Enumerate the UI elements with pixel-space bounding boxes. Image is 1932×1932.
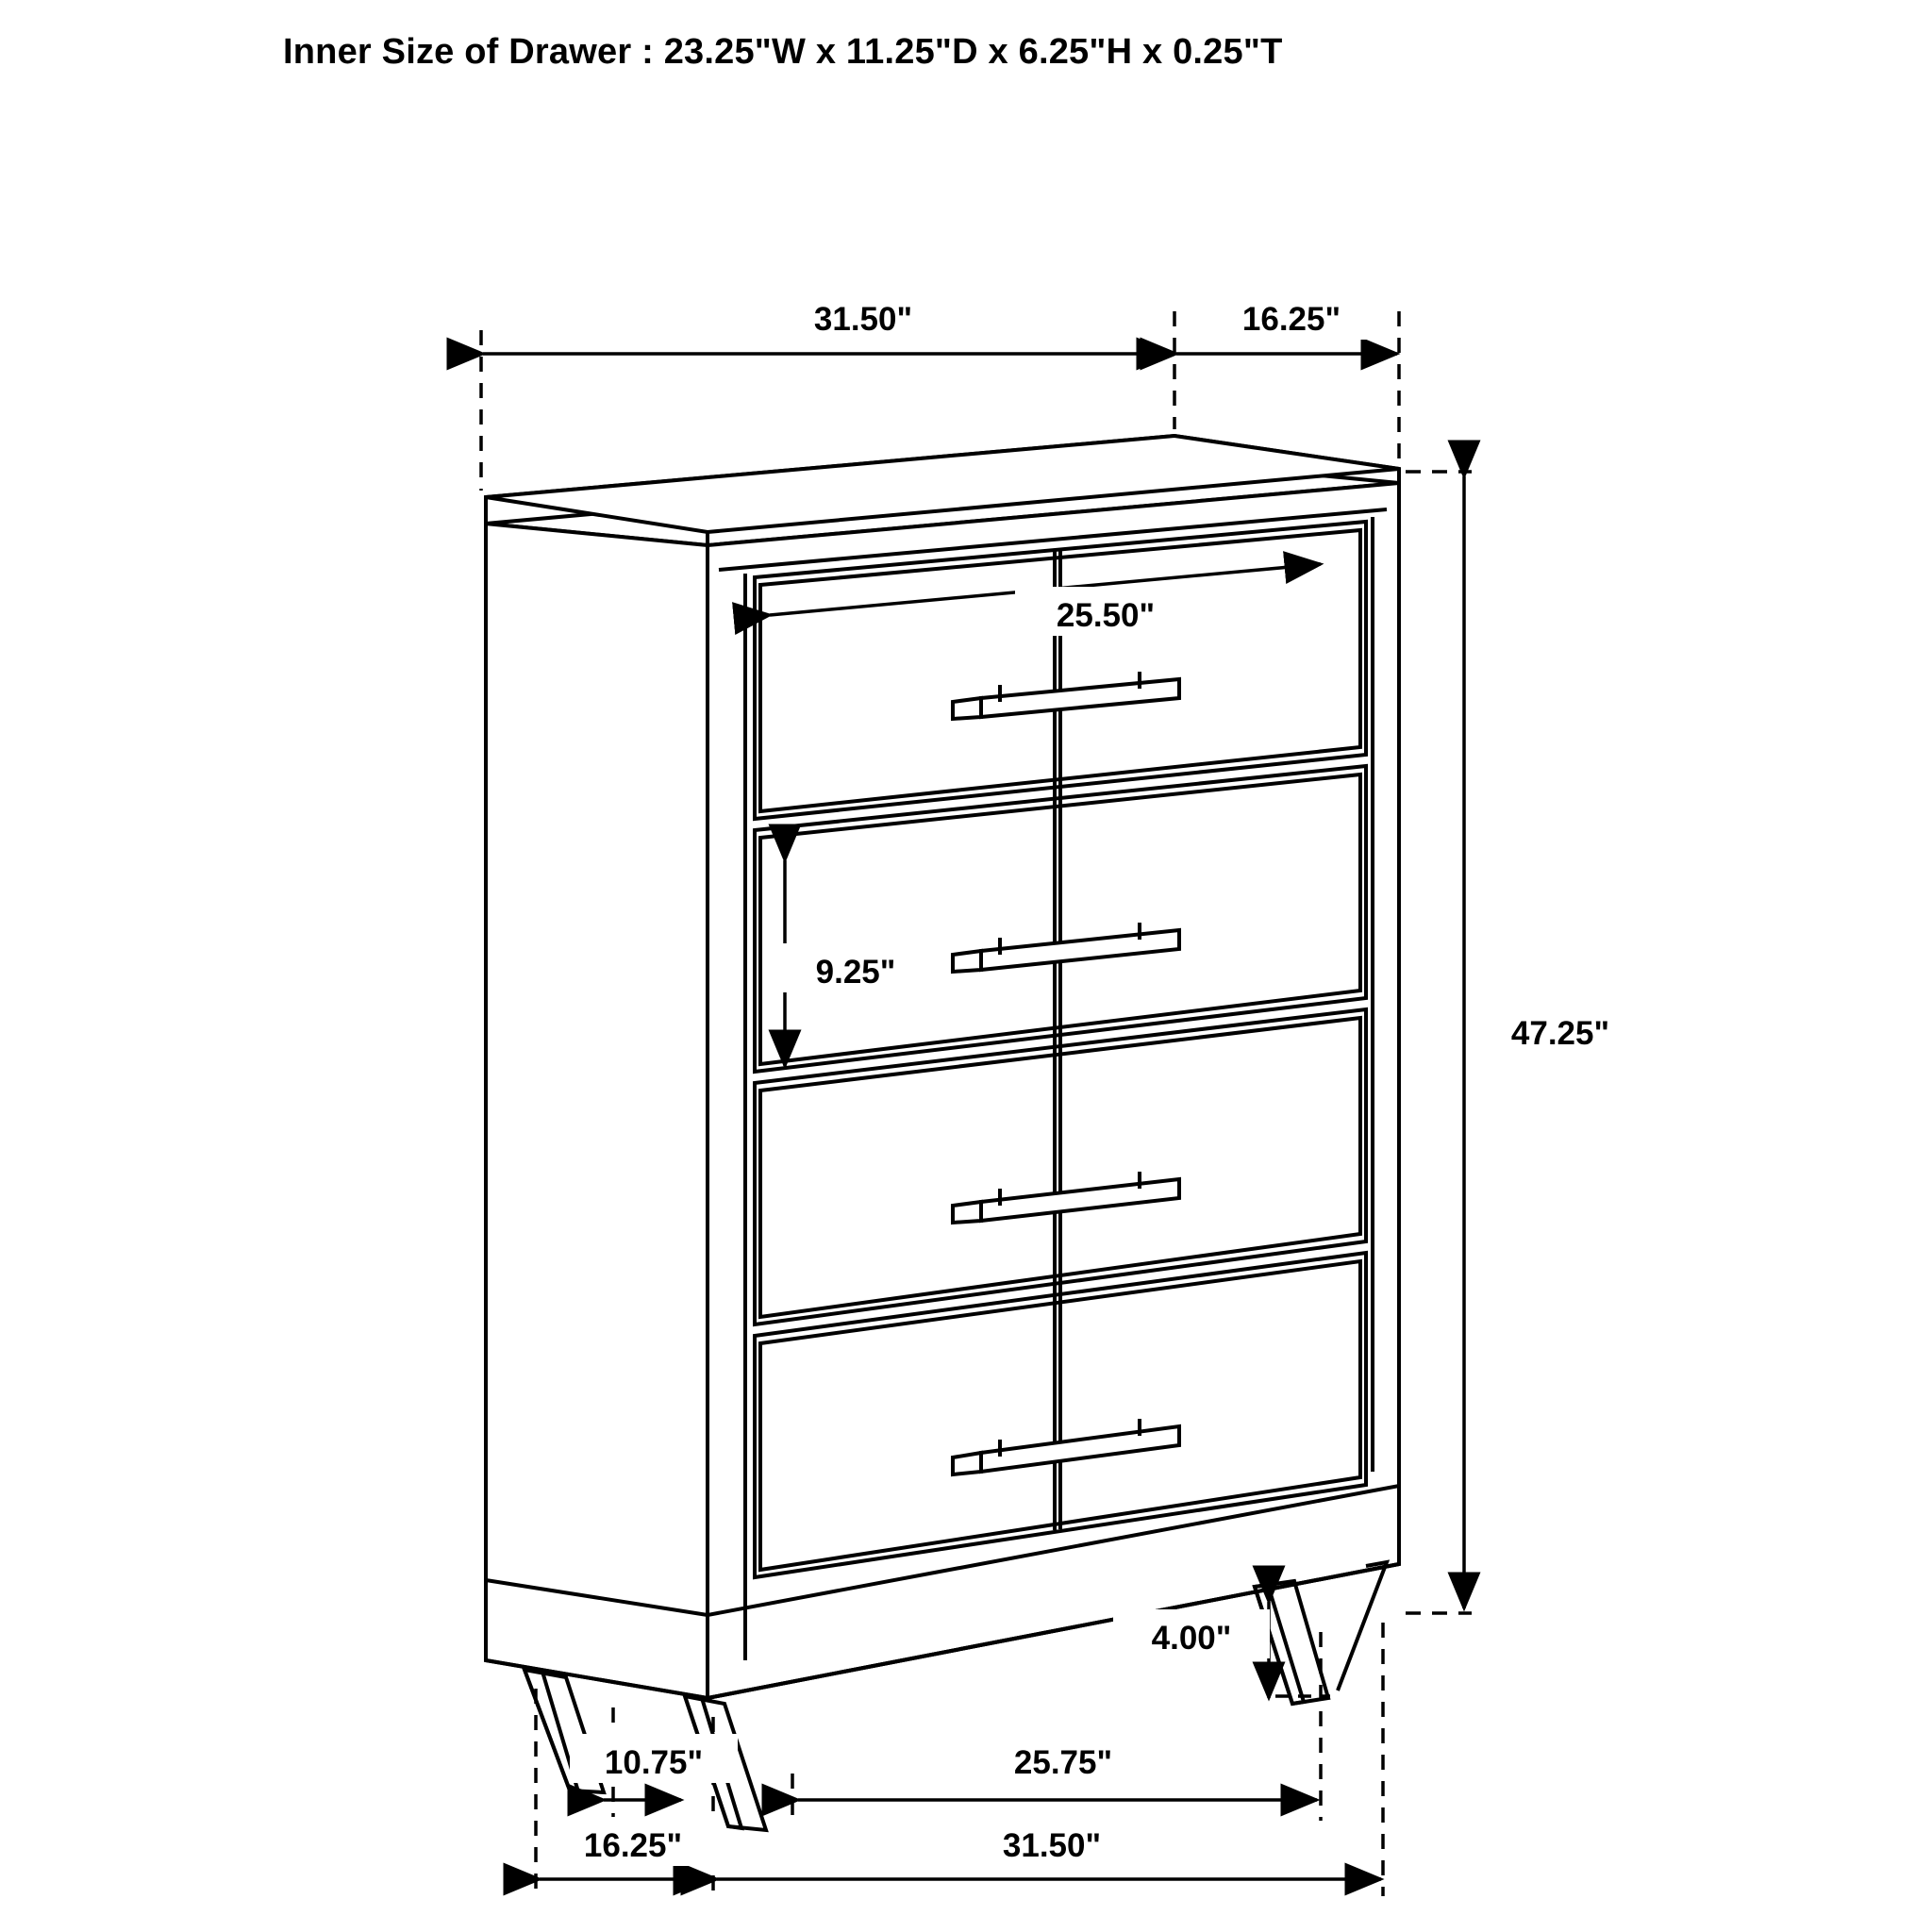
dim-drawer-front-height: 9.25"	[815, 954, 896, 991]
dim-base-width: 31.50"	[1002, 1827, 1102, 1864]
page-title: Inner Size of Drawer : 23.25"W x 11.25"D x 6.25"H x 0.25"T	[283, 32, 1283, 72]
dim-overall-height: 47.25"	[1510, 1015, 1610, 1052]
dim-drawer-front-width: 25.50"	[1056, 597, 1156, 634]
dim-leg-height: 4.00"	[1151, 1620, 1232, 1657]
dim-base-depth: 16.25"	[583, 1827, 683, 1864]
dim-top-width: 31.50"	[813, 301, 913, 338]
dim-base-inner-width: 25.75"	[1013, 1744, 1113, 1781]
dim-base-depth-small: 10.75"	[604, 1744, 704, 1781]
dim-top-depth: 16.25"	[1241, 301, 1341, 338]
